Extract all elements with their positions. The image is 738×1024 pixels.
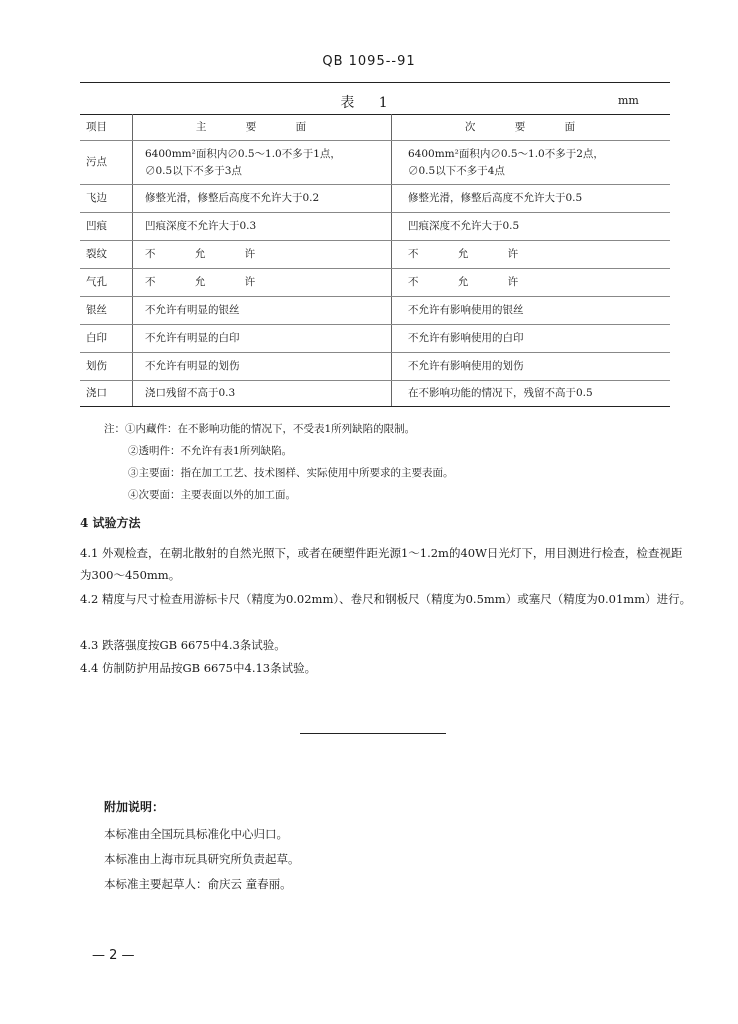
- header-main-surface: 主 要 面: [133, 115, 392, 141]
- row-main: 不允许有明显的银丝: [133, 297, 392, 325]
- table-row: [80, 141, 670, 185]
- note-3: ③主要面：指在加工工艺、技术图样、实际使用中所要求的主要表面。: [128, 467, 454, 479]
- paragraph-4-3: 4.3 跌落强度按GB 6675中4.3条试验。: [80, 638, 286, 652]
- row-secondary: 在不影响功能的情况下，残留不高于0.5: [392, 381, 671, 407]
- paragraph-4-1: 4.1 外观检查，在朝北散射的自然光照下，或者在硬塑件距光源1～1.2m的40W日光灯下，用目测进行检查，检查视距为300～450mm。: [80, 546, 683, 582]
- row-main: 不 允 许: [133, 241, 392, 269]
- row-secondary: 不 允 许: [392, 269, 671, 297]
- end-separator: [300, 733, 446, 734]
- addendum-lines: [104, 822, 300, 897]
- addendum-line: 本标准由全国玩具标准化中心归口。: [104, 827, 288, 841]
- row-item: 凹痕: [80, 213, 133, 241]
- note-2: ②透明件：不允许有表1所列缺陷。: [128, 445, 293, 457]
- standard-code: QB 1095--91: [322, 54, 416, 69]
- header-secondary-surface: 次 要 面: [392, 115, 671, 141]
- table-notes: [104, 418, 454, 506]
- note-1: 注：①内藏件：在不影响功能的情况下，不受表1所列缺陷的限制。: [104, 423, 416, 435]
- header-item: 项目: [80, 115, 133, 141]
- table-row: [80, 353, 670, 381]
- addendum-line: 本标准主要起草人：俞庆云 童春丽。: [104, 877, 292, 891]
- row-secondary: 不 允 许: [392, 241, 671, 269]
- row-secondary: 不允许有影响使用的划伤: [392, 353, 671, 381]
- row-main: 修整光滑，修整后高度不允许大于0.2: [133, 185, 392, 213]
- row-main: 不允许有明显的白印: [133, 325, 392, 353]
- section-title: 4 试验方法: [80, 516, 141, 530]
- row-main: 浇口残留不高于0.3: [133, 381, 392, 407]
- table-header-row: [80, 115, 670, 141]
- table-row: [80, 213, 670, 241]
- row-secondary: 不允许有影响使用的白印: [392, 325, 671, 353]
- addendum-title: 附加说明：: [104, 800, 165, 814]
- row-main: 6400mm²面积内∅0.5～1.0不多于1点， ∅0.5以下不多于3点: [133, 141, 392, 185]
- header-rule: [80, 82, 670, 83]
- row-item: 浇口: [80, 381, 133, 407]
- row-item: 银丝: [80, 297, 133, 325]
- addendum-line: 本标准由上海市玩具研究所负责起草。: [104, 852, 300, 866]
- row-secondary: 不允许有影响使用的银丝: [392, 297, 671, 325]
- page-number: — 2 —: [92, 948, 135, 963]
- row-main: 不 允 许: [133, 269, 392, 297]
- paragraph-4-4: 4.4 仿制防护用品按GB 6675中4.13条试验。: [80, 661, 317, 675]
- row-item: 裂纹: [80, 241, 133, 269]
- row-main: 凹痕深度不允许大于0.3: [133, 213, 392, 241]
- table-row: [80, 241, 670, 269]
- table-row: [80, 185, 670, 213]
- table-unit: mm: [618, 94, 639, 107]
- row-item: 白印: [80, 325, 133, 353]
- table-row: [80, 325, 670, 353]
- row-secondary: 6400mm²面积内∅0.5～1.0不多于2点， ∅0.5以下不多于4点: [392, 141, 671, 185]
- note-4: ④次要面：主要表面以外的加工面。: [128, 489, 296, 501]
- row-item: 划伤: [80, 353, 133, 381]
- defect-table: [80, 114, 670, 407]
- table-row: [80, 269, 670, 297]
- table-title: 表 1: [340, 95, 398, 111]
- paragraph-4-2: 4.2 精度与尺寸检查用游标卡尺（精度为0.02mm）、卷尺和钢板尺（精度为0.5mm）或塞尺（精度为0.01mm）进行。: [80, 592, 692, 606]
- table-row: [80, 381, 670, 407]
- row-secondary: 修整光滑，修整后高度不允许大于0.5: [392, 185, 671, 213]
- row-main: 不允许有明显的划伤: [133, 353, 392, 381]
- row-secondary: 凹痕深度不允许大于0.5: [392, 213, 671, 241]
- table-row: [80, 297, 670, 325]
- row-item: 污点: [80, 141, 133, 185]
- row-item: 飞边: [80, 185, 133, 213]
- row-item: 气孔: [80, 269, 133, 297]
